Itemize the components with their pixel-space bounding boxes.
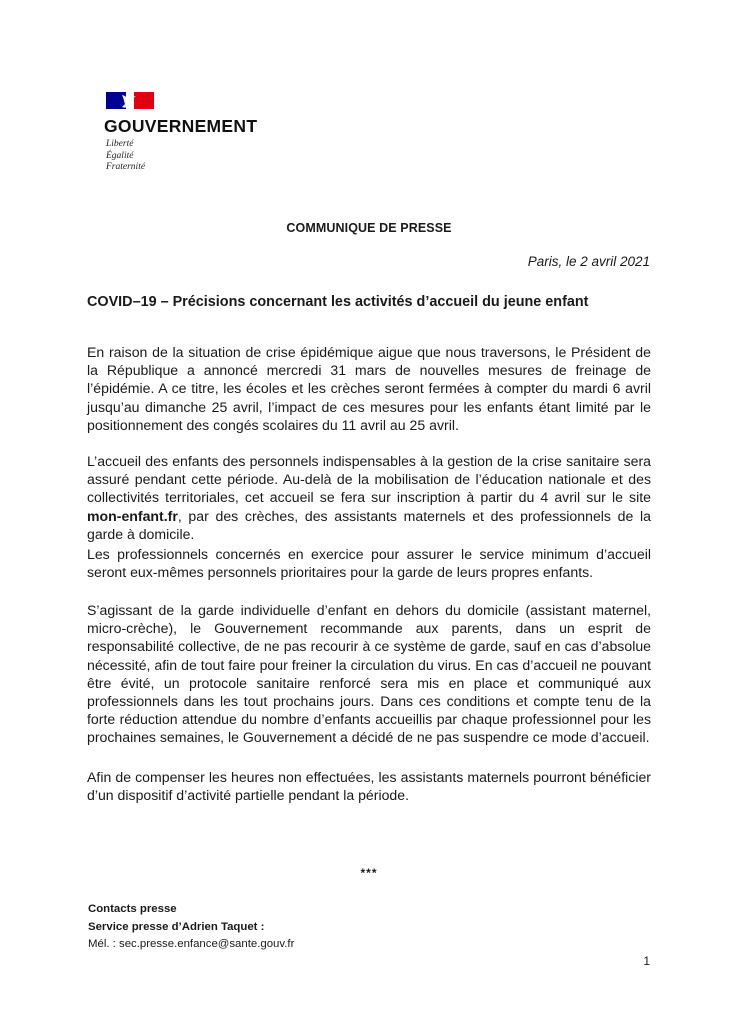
paragraph-2-text-end: , par des crèches, des assistants maternels et des professionnels de la garde à domicile.	[87, 507, 651, 542]
motto-fraternite: Fraternité	[106, 162, 146, 172]
page-number: 1	[643, 954, 650, 968]
press-release-title: COVID–19 – Précisions concernant les activités d’accueil du jeune enfant	[87, 294, 589, 310]
document-type-heading: COMMUNIQUE DE PRESSE	[286, 221, 452, 235]
motto-liberte: Liberté	[106, 139, 134, 149]
mon-enfant-link[interactable]: mon-enfant.fr	[87, 507, 178, 524]
contacts-heading: Contacts presse	[88, 903, 177, 915]
date-line: Paris, le 2 avril 2021	[527, 254, 650, 269]
paragraph-4-text: S’agissant de la garde individuelle d’enfant en dehors du domicile (assistant maternel, micro-crèche), le Gouvernement recommande aux parents, dans un esprit de responsabilité collective, de ne pas recourir à ce système de garde, sauf en cas d’absolue nécessité, afin de tout faire pour freiner la circulation du virus. En cas d’accueil ne pouvant être évité, un protocole sanitaire renforcé sera mis en place et communiqué aux professionnels dans les tout prochains jours. Dans ces conditions et compte tenu de la forte réduction attendue du nombre d’enfants accueillis par chaque professionnel pour les prochaines semaines, le Gouvernement a décidé de ne pas suspendre ce mode d’accueil.	[87, 602, 651, 746]
paragraph-3	[87, 545, 651, 581]
paragraph-2-text-start: L’accueil des enfants des personnels indispensables à la gestion de la crise sanitaire sera assuré pendant cette période. Au-delà de la mobilisation de l’éducation nationale et des collectivités territoriales, cet accueil se fera sur inscription à partir du 4 avril sur le site	[87, 453, 651, 506]
paragraph-1-text: En raison de la situation de crise épidémique aigue que nous traversons, le Président de la République a annoncé mercredi 31 mars de nouvelles mesures de freinage de l’épidémie. A ce titre, les écoles et les crèches seront fermées à compter du mardi 6 avril jusqu’au dimanche 25 avril, l’impact de ces mesures pour les enfants étant limité par le positionnement des congés scolaires du 11 avril au 25 avril.	[87, 344, 651, 433]
contacts-email[interactable]: Mél. : sec.presse.enfance@sante.gouv.fr	[88, 938, 295, 950]
paragraph-5-text: Afin de compenser les heures non effectuées, les assistants maternels pourront bénéficier d’un dispositif d’activité partielle pendant la période.	[87, 769, 651, 804]
government-logo-text: GOUVERNEMENT	[104, 116, 258, 136]
paragraph-3-text: Les professionnels concernés en exercice pour assurer le service minimum d’accueil seront eux-mêmes personnels prioritaires pour la garde de leurs propres enfants.	[87, 546, 651, 581]
marianne-flag-logo	[106, 92, 154, 109]
republic-motto	[106, 139, 145, 174]
press-contacts	[88, 901, 294, 954]
section-separator: ***	[360, 866, 378, 880]
paragraph-5	[87, 768, 651, 804]
paragraph-2-text	[87, 452, 651, 543]
paragraph-1	[87, 343, 651, 434]
paragraph-2	[87, 452, 651, 543]
motto-egalite: Égalité	[106, 150, 134, 161]
paragraph-4	[87, 601, 651, 747]
contacts-service: Service presse d’Adrien Taquet :	[88, 920, 265, 933]
